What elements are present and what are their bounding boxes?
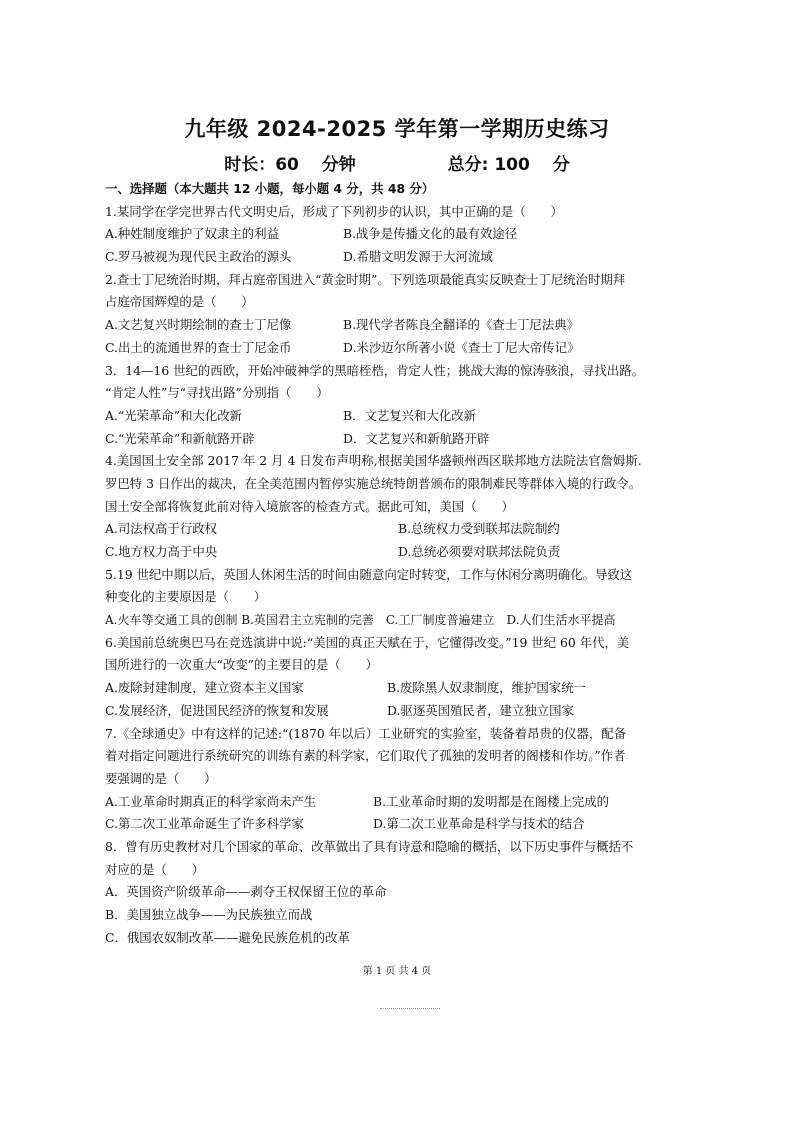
question-8-option-c: C．俄国农奴制改革——避免民族危机的改革 [105,929,350,945]
question-6-stem-line-2: 国所进行的一次重大“改变”的主要目的是（ ） [105,657,378,673]
question-2-stem-line-2: 占庭帝国辉煌的是（ ） [105,294,254,310]
exam-title: 九年级 2024-2025 学年第一学期历史练习 [184,117,610,141]
question-2-option-d: D.米沙迈尔所著小说《查士丁尼大帝传记》 [343,339,580,355]
question-5-stem-line-1: 5.19 世纪中期以后，英国人休闲生活的时间由随意向定时转变，工作与休闲分离明确化。导致这 [105,566,633,582]
question-3-option-a: A.“光荣革命”和大化改新 [105,407,243,423]
question-4-option-d: D.总统必须要对联邦法院负责 [398,544,561,559]
question-7-stem-line-1: 7.《全球通史》中有这样的记述:“(1870 年以后）工业研究的实验室，装备着昂贵的仪器，配备 [105,725,627,741]
question-3-option-c: C.“光荣革命”和新航路开辟 [105,430,255,446]
question-4-option-c: C.地方权力高于中央 [105,544,218,559]
question-6-options-row-2 [105,700,690,723]
section-heading: 一、选择题（本大题共 12 小题，每小题 4 分，共 48 分） [105,181,435,196]
question-7-stem-line-3: 要强调的是（ ） [105,770,217,786]
question-3-stem-line-1: 3．14—16 世纪的西欧，开始冲破神学的黑暗桎梏，肯定人性；挑战大海的惊涛骇浪，寻找出路。 [105,362,644,378]
question-7-options-row-1 [105,791,690,814]
question-6-option-c: C.发展经济，促进国民经济的恢复和发展 [105,702,329,718]
question-4-options-row-1 [105,518,690,541]
question-5-stem-line-2: 种变化的主要原因是（ ） [105,589,267,605]
question-8-option-b: B．美国独立战争——为民族独立而战 [105,907,313,922]
question-7-option-d: D.第二次工业革命是科学与技术的结合 [373,816,585,832]
question-3-option-b: B．文艺复兴和大化改新 [343,407,477,423]
question-2-option-b: B.现代学者陈良全翻译的《查士丁尼法典》 [343,317,580,333]
question-8-option-a: A．英国资产阶级革命——剥夺王权保留王位的革命 [105,884,387,900]
question-4-stem-line-2: 罗巴特 3 日作出的裁决，在全美范围内暂停实施总统特朗普颁布的限制难民等群体入境的行政令。 [105,475,642,491]
question-3-option-d: D．文艺复兴和新航路开辟 [343,430,490,446]
question-4-options-row-2 [105,541,690,564]
question-6-option-b: B.废除黑人奴隶制度，维护国家统一 [387,680,586,696]
question-6-stem-line-1: 6.美国前总统奥巴马在竞选演讲中说:“美国的真正天赋在于，它懂得改变。”19 世纪 60 年代，美 [105,634,630,650]
question-2-option-a: A.文艺复兴时期绘制的查士丁尼像 [105,317,292,333]
question-7-option-a: A.工业革命时期真正的科学家尚未产生 [105,793,317,809]
page-footer: 第 1 页 共 4 页 [362,966,432,977]
question-8-stem-line-1: 8．曾有历史教材对几个国家的革命、改革做出了具有诗意和隐喻的概括，以下历史事件与概括不 [105,838,634,854]
exam-subtitle [0,150,794,175]
question-7-stem-line-2: 着对指定问题进行系统研究的训练有素的科学家，它们取代了孤独的发明者的阁楼和作坊。”作者 [105,748,626,764]
question-5-options: A.火车等交通工具的创制 B.英国君主立宪制的完善 C.工厂制度普遍建立 D.人们生活水平提高 [105,613,616,628]
question-3-options-row-1 [105,405,690,428]
question-7-options-row-2 [105,813,690,836]
duration-label: 时长：60 分钟 [224,155,356,175]
question-7-option-c: C.第二次工业革命诞生了许多科学家 [105,816,304,832]
question-3-stem-line-2: “肯定人性”与“寻找出路”分别指（ ） [105,385,329,401]
question-1-option-d: D.希腊文明发源于大河流域 [343,249,493,265]
question-6-option-a: A.废除封建制度，建立资本主义国家 [105,680,304,696]
question-1-option-a: A.种姓制度维护了奴隶主的利益 [105,226,279,242]
question-2-options-row-2 [105,337,690,360]
question-1-options-row-1 [105,223,690,246]
question-2-options-row-1 [105,314,690,337]
score-label: 总分: 100 分 [447,155,570,175]
question-2-option-c: C.出土的流通世界的查士丁尼金币 [105,339,292,355]
question-1-stem: 1.某同学在学完世界古代文明史后，形成了下列初步的认识，其中正确的是（ ） [105,203,563,219]
question-6-options-row-1 [105,677,690,700]
question-7-option-b: B.工业革命时期的发明都是在阁楼上完成的 [373,793,610,809]
question-4-stem-line-1: 4.美国国土安全部 2017 年 2 月 4 日发布声明称,根据美国华盛顿州西区联邦地方法院法官詹姆斯. [105,453,642,469]
question-list [105,178,690,949]
question-8-stem-line-2: 对应的是（ ） [105,861,205,877]
question-4-stem-line-3: 国土安全部将恢复此前对待入境旅客的检查方式。据此可知，美国（ ） [105,498,514,514]
question-3-options-row-2 [105,428,690,451]
question-1-option-c: C.罗马被视为现代民主政治的源头 [105,249,292,265]
question-2-stem-line-1: 2.查士丁尼统治时期，拜占庭帝国进入“黄金时期”。下列选项最能真实反映查士丁尼统治时期拜 [105,271,626,287]
question-1-option-b: B.战争是传播文化的最有效途径 [343,226,518,242]
question-4-option-a: A.司法权高于行政权 [105,521,218,537]
question-1-options-row-2 [105,246,690,269]
question-4-option-b: B.总统权力受到联邦法院制约 [398,521,560,537]
question-6-option-d: D.驱逐英国殖民者，建立独立国家 [387,702,574,718]
scan-artifact-divider [380,1008,440,1012]
